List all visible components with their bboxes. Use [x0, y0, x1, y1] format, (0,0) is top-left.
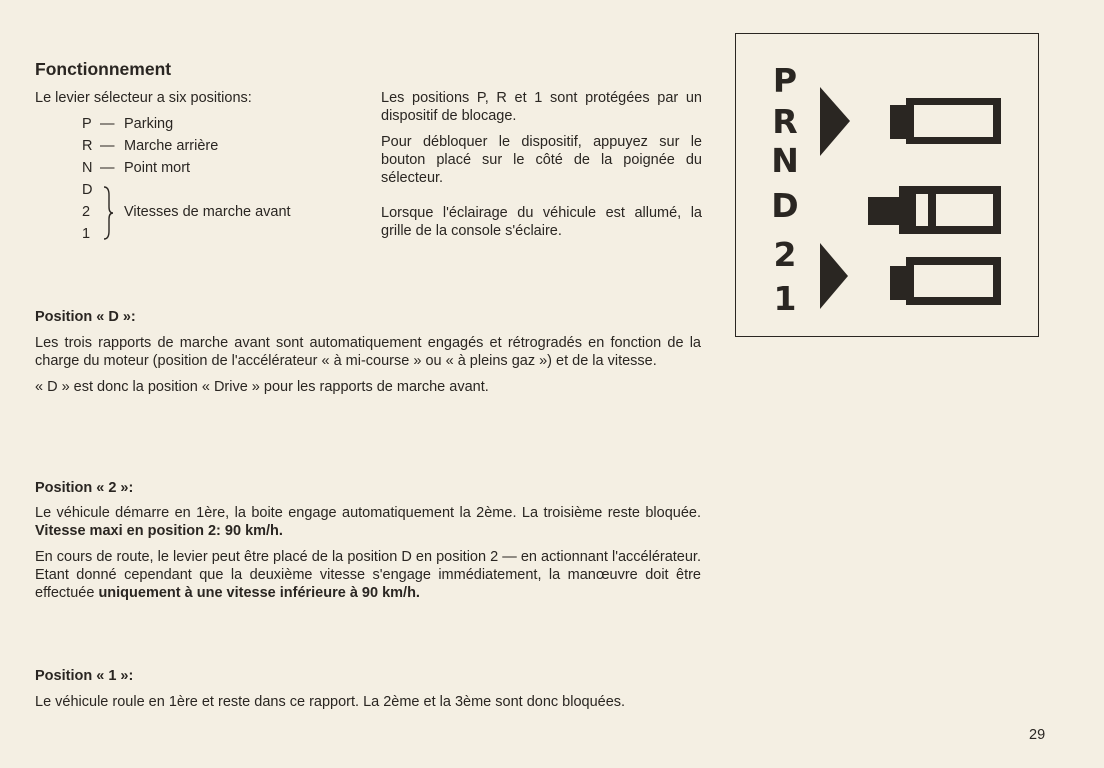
arrow-top-icon [820, 87, 850, 156]
diagram-letter-1: 1 [773, 279, 797, 318]
position-2-text: Le véhicule démarre en 1ère, la boite engage automatiquement la 2ème. La troisième reste bloquée. [35, 505, 701, 521]
position-d-paragraph: Les trois rapports de marche avant sont automatiquement engagés et rétrogradés en fonction de la charge du moteur (position de l'accélérateur « à mi-course » ou « à pleins gaz ») et de la vitesse. [35, 335, 701, 369]
position-d-body [35, 334, 701, 396]
diagram-letter-r: R [772, 102, 798, 141]
gear-dash: — [100, 160, 115, 176]
gear-letter: D [82, 182, 93, 198]
position-2-driving-text: En cours de route, le levier peut être placé de la position D en position 2 — en actionnant l'accélérateur. Etant donné cependant que la deuxième vitesse s'engage immédiatement, la manœuvre doit être effectuée [35, 549, 701, 601]
arrow-bottom-icon [820, 243, 848, 309]
gear-dash: — [100, 138, 115, 154]
brace-symbol [101, 185, 115, 241]
position-2-speed-warning: uniquement à une vitesse inférieure à 90 km/h. [98, 585, 420, 601]
position-d-note: « D » est donc la position « Drive » pour les rapports de marche avant. [35, 379, 489, 395]
gear-label: Parking [124, 116, 174, 132]
diagram-letter-p: P [772, 61, 798, 100]
position-2-body [35, 504, 701, 602]
position-d-title: Position « D »: [35, 309, 136, 325]
lever-slot-middle [868, 186, 1001, 234]
unlock-paragraph: Pour débloquer le dispositif, appuyez sur le bouton placé sur le côté de la poignée du sélecteur. [381, 134, 702, 186]
position-2-title: Position « 2 »: [35, 480, 134, 496]
gear-selector-diagram [735, 33, 1039, 337]
forward-gears-label: Vitesses de marche avant [124, 204, 291, 220]
locking-info [381, 89, 702, 240]
lever-slot-top [890, 98, 1001, 144]
lighting-paragraph: Lorsque l'éclairage du véhicule est allumé, la grille de la console s'éclaire. [381, 205, 702, 239]
gear-label: Point mort [124, 160, 191, 176]
lever-slot-bottom [890, 257, 1001, 305]
gear-dash: — [100, 116, 115, 132]
position-1-body [35, 693, 701, 711]
section-heading: Fonctionnement [35, 59, 172, 79]
gear-letter: P [82, 116, 92, 132]
position-2-driving-paragraph [35, 548, 701, 602]
diagram-letter-2: 2 [773, 235, 797, 274]
diagram-letter-n: N [771, 141, 799, 180]
gear-diagram-graphic [736, 34, 1037, 335]
gear-letter: 1 [82, 226, 91, 242]
page-number: 29 [1029, 727, 1046, 743]
gear-list [82, 115, 322, 245]
gear-letter: N [82, 160, 93, 176]
gear-letter: 2 [82, 204, 91, 220]
gear-letter: R [82, 138, 93, 154]
gear-label: Marche arrière [124, 138, 219, 154]
position-1-title: Position « 1 »: [35, 668, 134, 684]
position-1-paragraph: Le véhicule roule en 1ère et reste dans ce rapport. La 2ème et la 3ème sont donc bloquées. [35, 694, 626, 710]
intro-text: Le levier sélecteur a six positions: [35, 90, 252, 106]
locking-paragraph: Les positions P, R et 1 sont protégées par un dispositif de blocage. [381, 90, 702, 124]
position-2-paragraph [35, 504, 701, 540]
position-2-speed-limit: Vitesse maxi en position 2: 90 km/h. [35, 523, 283, 539]
diagram-letter-d: D [771, 186, 799, 225]
